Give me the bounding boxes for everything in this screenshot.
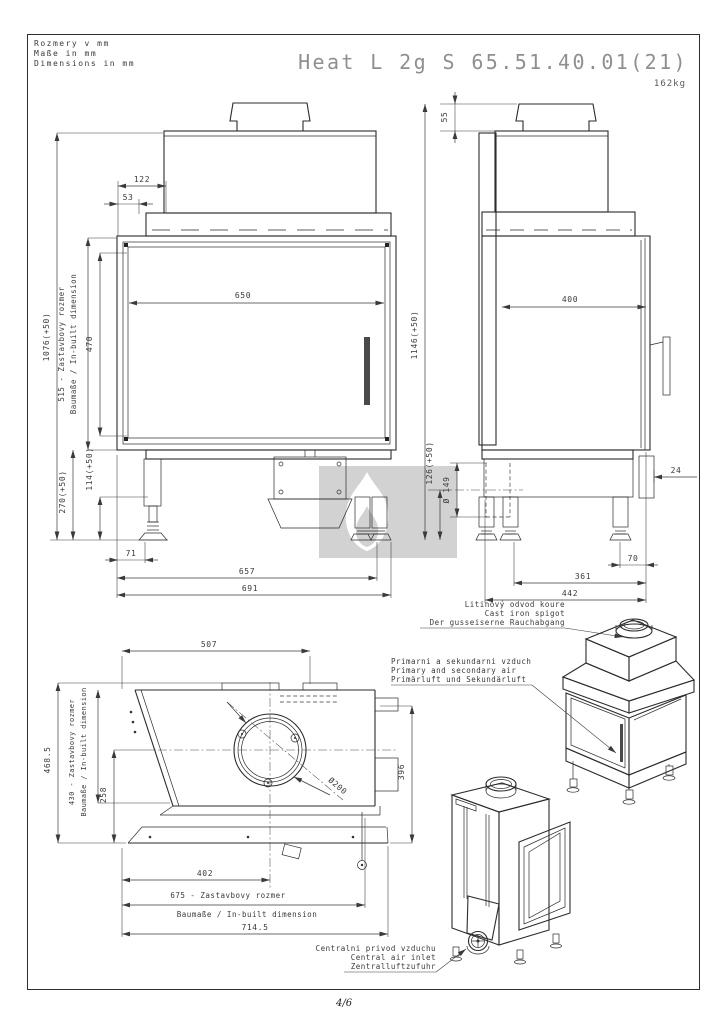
air-note-line: Primärluft und Sekundärluft (391, 675, 527, 684)
top-view-dimensions (43, 640, 412, 937)
flue-note-line: Der gusseiserne Rauchabgang (429, 618, 565, 627)
dim-front-inbuilt-height: 515 - Zastavbovy rozmer (57, 286, 66, 402)
page-number: 4/6 (336, 998, 353, 1009)
flue-note-line: Litinový odvod koure (464, 600, 565, 609)
dim-side-air-inlet-diameter: Ø 149 (442, 476, 451, 504)
dim-front-plinth-height: 270(+50) (58, 470, 67, 514)
dim-front-glass-height: 470 (85, 335, 94, 353)
weight-label: 162kg (653, 79, 686, 89)
dim-side-collar-height: 55 (440, 111, 449, 123)
dim-front-collar-offset: 53 (122, 193, 134, 202)
dim-top-overall-depth: 468.5 (43, 746, 52, 774)
dim-top-inbuilt-width-alt: Baumaße / In-built dimension (176, 910, 318, 919)
central-air-note-line: Central air inlet (350, 953, 436, 962)
dim-top-overall-width: 714.5 (241, 923, 269, 932)
central-air-note-line: Centralni privod vzduchu (315, 944, 436, 953)
dim-front-overall-width: 691 (241, 584, 259, 593)
dim-side-overall-depth: 442 (561, 589, 579, 598)
dim-side-overall-height: 1146(+50) (410, 310, 419, 360)
units-note-line: Rozmery v mm (34, 39, 110, 48)
dim-front-inbuilt-height-alt: Baumaße / In-built dimension (69, 273, 78, 415)
dim-side-glass-width: 400 (561, 295, 579, 304)
top-view (128, 682, 398, 888)
iso-rear-view (451, 777, 571, 964)
dim-top-inbuilt-width: 675 - Zastavbovy rozmer (170, 891, 286, 900)
dim-top-flue-center-offset: 402 (196, 869, 214, 878)
dim-top-flue-diameter: Ø200 (326, 775, 349, 797)
dim-side-rear-bracket: 24 (670, 466, 682, 475)
dim-side-foot-inset: 70 (627, 554, 639, 563)
dim-front-body-width: 657 (238, 567, 256, 576)
front-view (117, 103, 396, 540)
flue-note-line: Cast iron spigot (484, 609, 565, 618)
dim-top-glass-panel-depth: 396 (397, 763, 406, 781)
dim-top-inbuilt-depth: 430 - Zastavbovy rozmer (68, 698, 76, 806)
drawing-title: Heat L 2g S 65.51.40.01(21) (298, 50, 688, 74)
dim-front-hood-offset: 122 (133, 175, 151, 184)
central-air-note (316, 944, 466, 972)
units-note-line: Maße in mm (34, 49, 98, 58)
air-note (391, 657, 616, 753)
dim-top-flue-center-depth: 258 (99, 786, 108, 804)
flue-note (420, 600, 623, 637)
units-note-line: Dimensions in mm (34, 59, 136, 68)
dim-front-leg-height: 114(+50) (85, 447, 94, 491)
dim-front-foot-inset: 71 (125, 549, 137, 558)
dim-front-glass-width: 650 (234, 291, 252, 300)
air-note-line: Primary and secondary air (391, 666, 517, 675)
dim-top-inbuilt-depth-alt: Baumaße / In-built dimension (80, 687, 88, 817)
side-view-dimensions (410, 92, 697, 603)
dim-side-air-inlet-height: 126(+50) (425, 441, 434, 485)
dim-top-rear-width: 507 (200, 640, 218, 649)
side-view (455, 104, 670, 540)
air-note-line: Primarni a sekundarni vzduch (391, 657, 532, 666)
dim-side-foot-span: 361 (574, 572, 592, 581)
dim-front-overall-height: 1076(+50) (42, 312, 51, 362)
iso-front-view (563, 619, 694, 804)
central-air-note-line: Zentralluftzufuhr (350, 962, 436, 971)
